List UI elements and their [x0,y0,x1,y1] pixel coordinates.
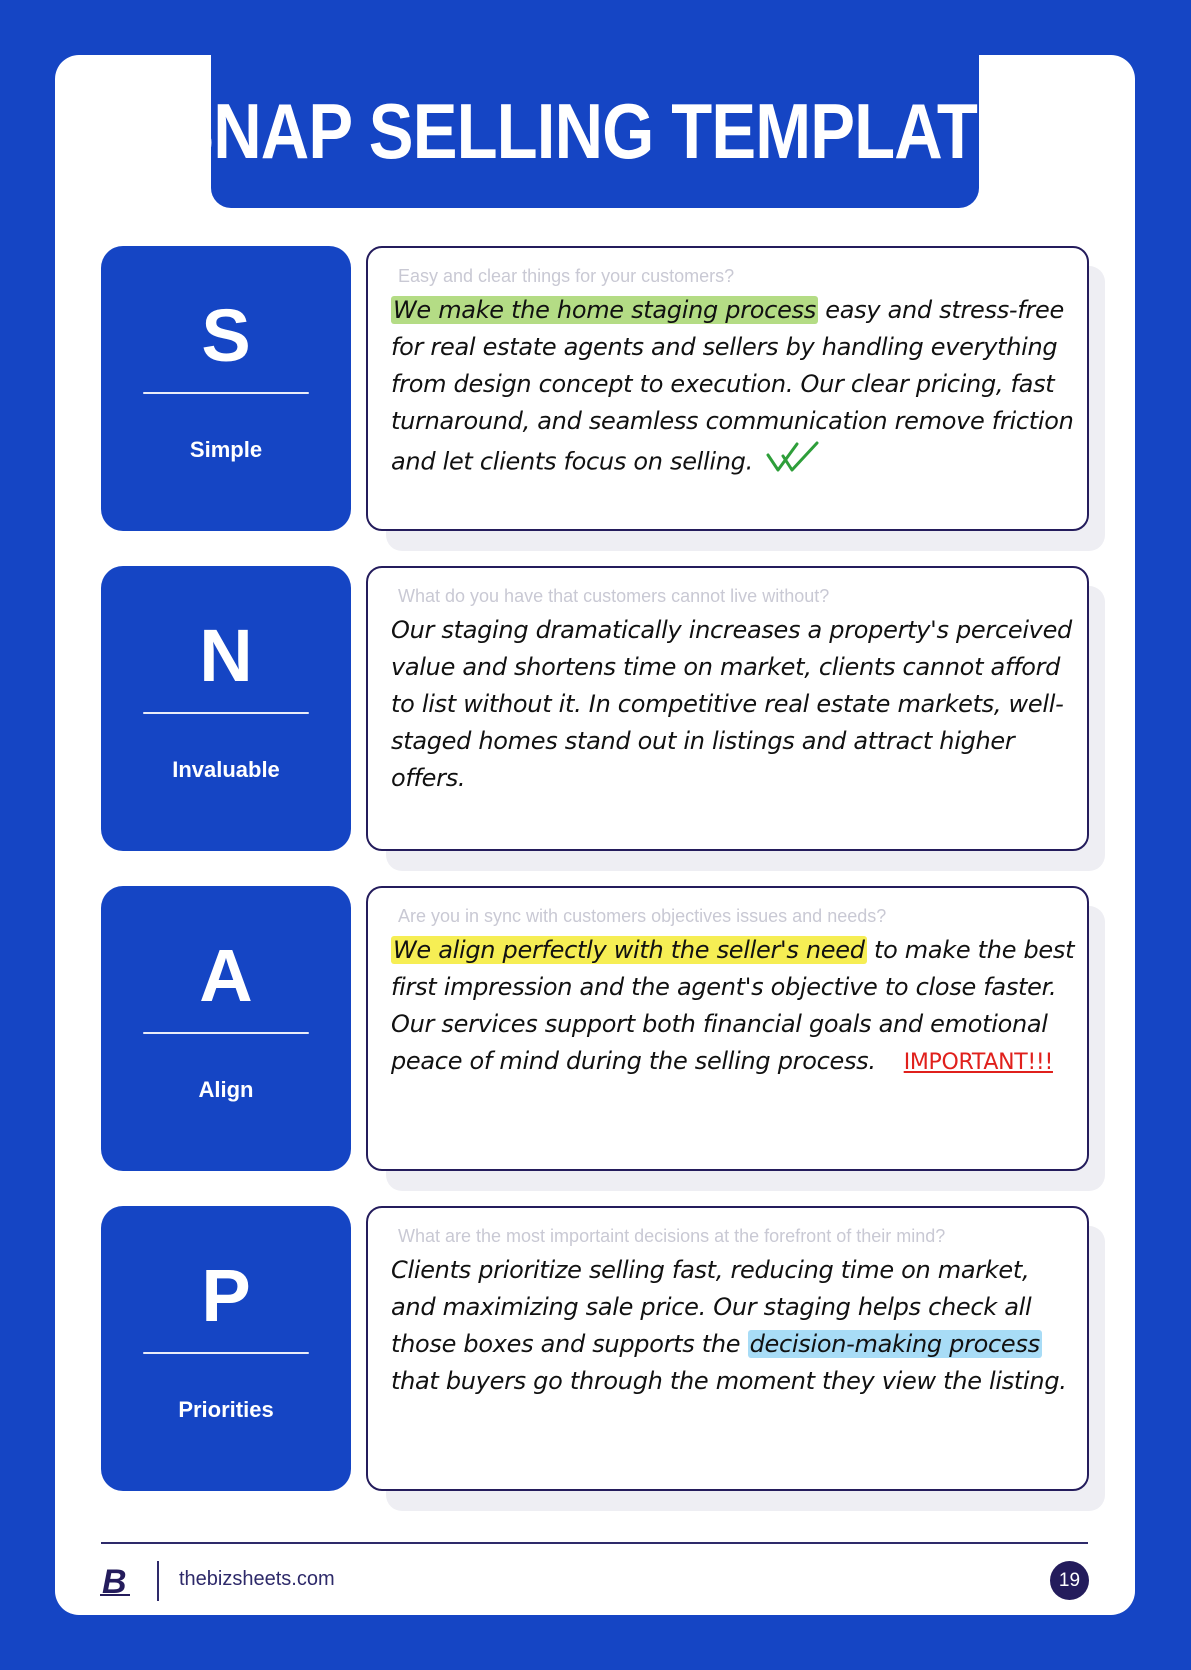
letter-divider [143,1032,309,1034]
answer-text: Clients prioritize selling fast, reducing time on market, and maximizing sale price. Our staging helps check all those boxes and supports the [391,1256,1032,1358]
title-tab [169,55,1021,208]
answer-text: that buyers go through the moment they view the listing. [391,1367,1067,1395]
word-simple: Simple [189,437,263,462]
answer-box-align [366,886,1089,1171]
highlight-green: We make the home staging process [393,296,816,324]
answer-box-simple [366,246,1089,531]
letter-n: N [199,614,253,697]
footer-site-link[interactable]: thebizsheets.com [179,1568,335,1590]
question-invaluable: What do you have that customers cannot live without? [398,586,830,606]
highlight-yellow: We align perfectly with the seller's need [393,936,865,964]
important-note: IMPORTANT!!! [903,1050,1053,1075]
word-priorities: Priorities [178,1397,274,1422]
letter-box-s [101,246,351,531]
question-align: Are you in sync with customers objectives issues and needs? [398,906,887,926]
page-title: SNAP SELLING TEMPLATE [169,87,1021,175]
answer-simple [391,292,1076,485]
double-check-icon [765,440,821,485]
svg-text:B: B [102,1563,127,1598]
letter-box-p [101,1206,351,1491]
answer-invaluable: Our staging dramatically increases a property's perceived value and shortens time on market, clients cannot afford to list without it. In competitive real estate markets, well-staged homes stand out in listings and attract higher offers. [391,616,1072,792]
row-align [101,886,1105,1171]
highlight-blue: decision-making process [749,1330,1040,1358]
letter-box-n [101,566,351,851]
letter-a: A [199,934,253,1017]
word-align: Align [198,1077,254,1102]
page-number-badge: 19 [1050,1561,1089,1600]
letter-divider [143,712,309,714]
footer-divider-line [101,1542,1088,1544]
answer-box-priorities [366,1206,1089,1491]
letter-s: S [201,294,251,377]
footer-vertical-divider [157,1561,159,1601]
answer-text: easy and stress-free for real estate agents and sellers by handling everything from design concept to execution. Our clear pricing, fast turnaround, and seamless communication remove friction and let clients focus on selling. [391,296,1074,476]
word-invaluable: Invaluable [172,757,280,782]
letter-box-a [101,886,351,1171]
letter-p: P [201,1254,251,1337]
answer-priorities [391,1252,1076,1400]
answer-text: to make the best first impression and the agent's objective to close faster. Our services support both financial goals and emotional peace of mind during the selling process. [391,936,1075,1075]
letter-divider [143,392,309,394]
row-priorities [101,1206,1105,1491]
answer-align [391,932,1076,1081]
question-priorities: What are the most importaint decisions at the forefront of their mind? [398,1226,946,1246]
letter-divider [143,1352,309,1354]
answer-box-invaluable [366,566,1089,851]
question-simple: Easy and clear things for your customers? [398,266,735,286]
bizsheets-logo [100,1562,136,1598]
row-invaluable [101,566,1105,851]
row-simple [101,246,1105,531]
